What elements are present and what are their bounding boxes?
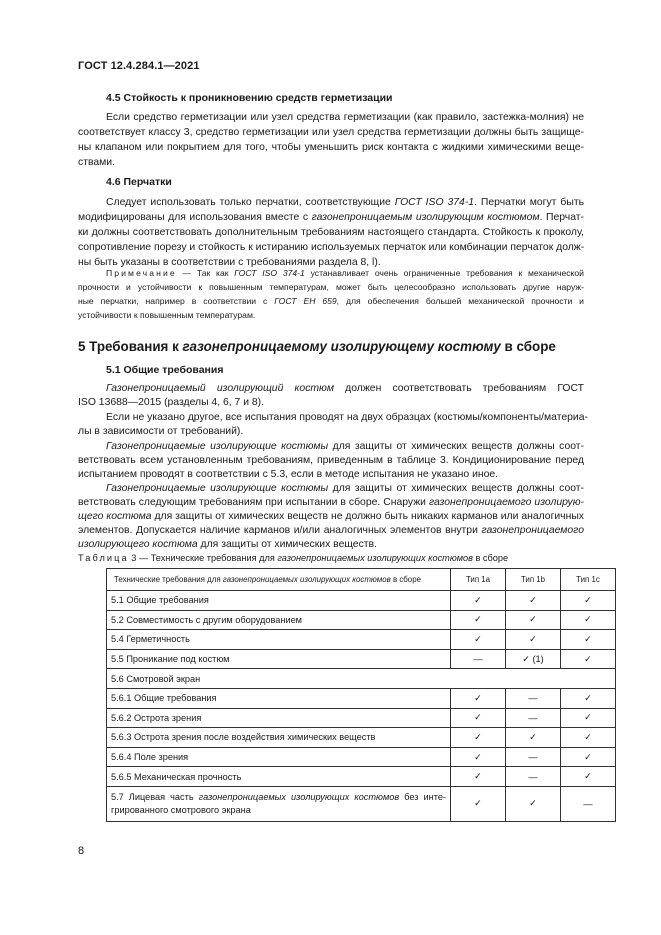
section-5-1-line: лы в зависимости от требований). [78,426,244,437]
cell-type-1c: ✓ [561,591,616,611]
table-row [107,688,616,708]
row-requirement: 5.6 Смотровой экран [107,669,616,689]
cell-type-1c: ✓ [561,630,616,650]
table-row [107,610,616,630]
section-4-5-line: ствами. [78,157,115,168]
row-requirement-line: грированного смотрового экрана [111,804,251,815]
section-5-1-line: Газонепроницаемые изолирующие костюмы для защиты от химических веществ должны соот- [106,483,584,494]
table-row [107,767,616,787]
note-line: прочности и устойчивости к повышенным температурам, может быть целесообразно использовать другие наруж- [78,282,584,292]
cell-type-1c: ✓ [561,747,616,767]
requirements-table [106,568,616,822]
section-4-6-line: модифицированы для использования вместе с газонепроницаемым изолирующим костюмом. Перчат- [78,212,584,223]
cell-type-1b: ✓ (1) [506,649,561,669]
row-requirement-line: 5.7 Лицевая часть газонепроницаемых изолирующих костюмов без инте- [111,791,446,802]
row-requirement: 5.6.2 Острота зрения [107,708,451,728]
section-5-1-line: Газонепроницаемый изолирующий костюм должен соответствовать требованиям ГОСТ [106,383,585,394]
section-4-6-heading: 4.6 Перчатки [106,176,172,188]
section-4-6-line: Следует использовать только перчатки, соответствующие ГОСТ ISO 374-1. Перчатки могут быть [106,197,584,208]
cell-type-1b: — [506,767,561,787]
cell-type-1c: ✓ [561,649,616,669]
cell-type-1b: ✓ [506,610,561,630]
table-row [107,591,616,611]
cell-type-1a: ✓ [451,747,506,767]
cell-type-1a: ✓ [451,708,506,728]
section-4-6-line: ки должны соответствовать дополнительным требованиям настоящего стандарта. Стойкость к проколу, [78,227,584,238]
cell-type-1c: ✓ [561,728,616,748]
chapter-5-heading: 5 Требования к газонепроницаемому изолирующему костюму в сборе [78,339,556,354]
row-requirement: 5.2 Совместимость с другим оборудованием [107,610,451,630]
header-type-1a: Тип 1a [451,569,506,591]
cell-type-1b: — [506,688,561,708]
table-row [107,786,616,821]
section-5-1-line: ветствовать следующим требованиям при испытании в сборе. Снаружи газонепроницаемого изолирую- [78,497,585,508]
table-caption: Таблица 3 — Технические требования для газонепроницаемых изолирующих костюмов в сборе [78,553,509,563]
section-4-6-line: ны быть указаны в соответствии с требованиями раздела 8, l). [78,257,381,268]
note-line: Примечание — Так как ГОСТ ISO 374-1 устанавливает очень ограниченные требования к механической [106,268,584,278]
section-5-1-line: щего костюма для защиты от химических веществ не должно быть никаких карманов или аналогичных [78,511,584,522]
cell-type-1a: ✓ [451,728,506,748]
note-line: ные перчатки, например в соответствии с ГОСТ EH 659, для обеспечения большей механической прочности и [78,296,584,306]
section-5-1-line: элементов. Допускается наличие карманов и/или аналогичных элементов внутри газонепроницаемого [78,525,584,536]
row-requirement: 5.6.4 Поле зрения [107,747,451,767]
section-4-5-heading: 4.5 Стойкость к проникновению средств герметизации [106,92,393,104]
row-requirement: 5.1 Общие требования [107,591,451,611]
row-requirement [107,786,451,821]
section-4-5-line: ны клапаном или покрытием для того, чтобы уменьшить риск контакта с жидкими химическими веще- [78,142,584,153]
header-type-1c: Тип 1c [561,569,616,591]
table-row [107,708,616,728]
table-row [107,747,616,767]
section-5-1-line: изолирующего костюма для защиты от химических веществ. [78,539,377,550]
section-5-1-line: ветствовать всем установленным требованиям, приведенным в таблице 3. Кондиционирование перед [78,455,584,466]
row-requirement: 5.5 Проникание под костюм [107,649,451,669]
cell-type-1c: ✓ [561,708,616,728]
section-5-1-line: испытанием проводят в соответствии с 5.3, если в методе испытания не указано иное. [78,469,499,480]
section-4-5-line: соответствует классу 3, средство герметизации или узел средства герметизации должны быть защище- [78,127,584,138]
page-number: 8 [78,845,85,857]
document-id: ГОСТ 12.4.284.1—2021 [78,60,200,72]
row-requirement: 5.6.5 Механическая прочность [107,767,451,787]
table-header-row [107,569,616,591]
cell-type-1b: — [506,747,561,767]
cell-type-1b: ✓ [506,591,561,611]
section-5-1-line: Газонепроницаемые изолирующие костюмы для защиты от химических веществ должны соот- [106,441,584,452]
cell-type-1c: ✓ [561,767,616,787]
row-requirement: 5.6.1 Общие требования [107,688,451,708]
cell-type-1a: ✓ [451,688,506,708]
cell-type-1c: ✓ [561,688,616,708]
section-5-1-line: ISO 13688—2015 (разделы 4, 6, 7 и 8). [78,397,265,408]
cell-type-1a: ✓ [451,591,506,611]
cell-type-1c: — [561,786,616,821]
section-4-5-line: Если средство герметизации или узел средства герметизации (как правило, застежка-молния) не [106,112,584,123]
cell-type-1a: ✓ [451,786,506,821]
section-4-6-line: сопротивление порезу и стойкость к истиранию используемых перчаток или комбинации перчаток долж- [78,242,585,253]
cell-type-1c: ✓ [561,610,616,630]
row-requirement: 5.6.3 Острота зрения после воздействия химических веществ [107,728,451,748]
table-row [107,728,616,748]
cell-type-1b: — [506,708,561,728]
cell-type-1a: ✓ [451,630,506,650]
note-line: устойчивости к повышенным температурам. [78,310,256,320]
cell-type-1a: ✓ [451,610,506,630]
section-5-1-heading: 5.1 Общие требования [106,364,224,376]
table-row [107,630,616,650]
header-requirements: Технические требования для газонепроницаемых изолирующих костюмов в сборе [107,569,451,591]
table-group-row [107,669,616,689]
cell-type-1b: ✓ [506,630,561,650]
note-label: Примечание [106,268,177,278]
cell-type-1a: — [451,649,506,669]
cell-type-1a: ✓ [451,767,506,787]
section-5-1-line: Если не указано другое, все испытания проводят на двух образцах (костюмы/компоненты/материа- [106,412,588,423]
cell-type-1b: ✓ [506,728,561,748]
table-row [107,649,616,669]
header-type-1b: Тип 1b [506,569,561,591]
cell-type-1b: ✓ [506,786,561,821]
row-requirement: 5.4 Герметичность [107,630,451,650]
